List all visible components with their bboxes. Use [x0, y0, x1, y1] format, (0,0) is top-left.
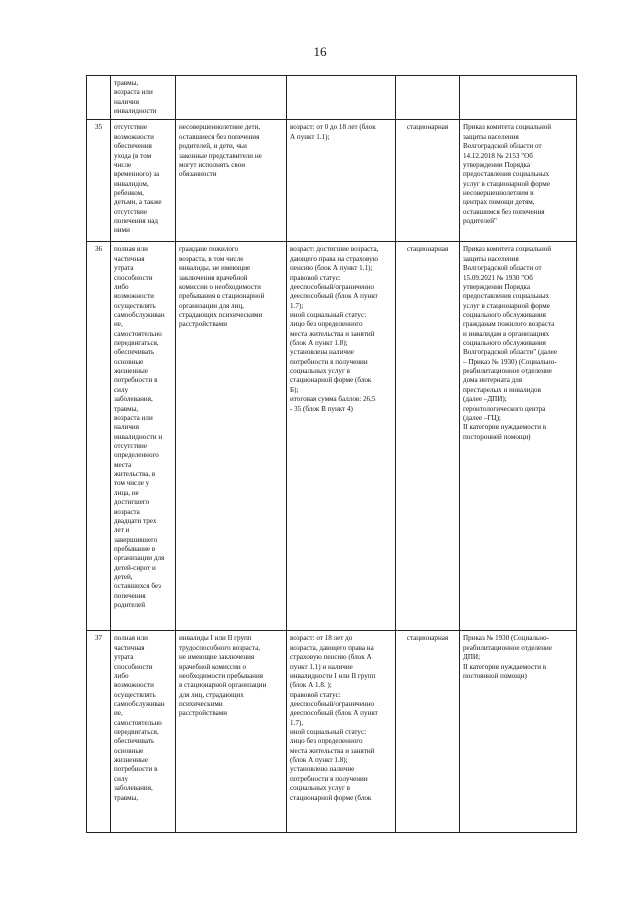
- persons-cell: [176, 76, 287, 120]
- criteria-cell: возраст: от 18 лет до возраста, дающего права на страховую пенсию (блок А пункт 1.1) и наличие инвалидности I или II групп (блок А 1.8. ); правовой статус: дееспособный/ограниченно дееспособный (блок А пункт 1.7), иной социальный статус: лицо без определенного места жительства и занятий (блок А пункт 1.8); установлено наличие потребности в получении социальных услуг в стационарной форме (блок: [287, 631, 396, 833]
- category-cell: отсутствие возможности обеспечения ухода (в том числе временного) за инвалидом, ребенком, детьми, а также отсутствие попечения над ними: [111, 120, 176, 242]
- row-number: 36: [87, 242, 111, 631]
- document-cell: Приказ комитета социальной защиты населения Волгоградской области от 15.09.2021 № 1930 "Об утверждении Порядка предоставления социальных услуг в стационарной форме социального обслуживания гражданам пожилого возраста и инвалидам в организациях социального обслуживания Волгоградской области" (далее – Приказ № 1930) (Социально- реабилитационное отделение дома интерната для престарелых и инвалидов (далее –ДПИ); геронтологического центра (далее –ГЦ); II категория нуждаемости в посторонней помощи): [460, 242, 577, 631]
- criteria-cell: возраст: от 0 до 18 лет (блок А пункт 1.1);: [287, 120, 396, 242]
- row-number: 37: [87, 631, 111, 833]
- category-cell: полная или частичная утрата способности либо возможности осуществлять самообслуживан ие, самостоятельно передвигаться, обеспечивать основные жизненные потребности в силу заболевания, травмы, возраста или наличия инвалидности и отсутствие определенного места жительства, в том числе у лица, не достигшего возраста двадцати трех лет и завершившего пребывание в организации для детей-сирот и детей, оставшихся без попечения родителей: [111, 242, 176, 631]
- row-number: 35: [87, 120, 111, 242]
- persons-cell: инвалиды I или II групп трудоспособного возраста, не имеющие заключения врачебной комиссии о необходимости пребывания в стационарной организации для лиц, страдающих психическими расстройствами: [176, 631, 287, 833]
- form-cell: стационарная: [396, 242, 460, 631]
- category-cell: полная или частичная утрата способности либо возможности осуществлять самообслуживан ие, самостоятельно передвигаться, обеспечивать основные жизненные потребности в силу заболевания, травмы,: [111, 631, 176, 833]
- row-number: [87, 76, 111, 120]
- services-table: [86, 75, 577, 833]
- criteria-cell: возраст: достигшие возраста, дающего права на страховую пенсию (блок А пункт 1.1); правовой статус: дееспособный/ограниченно дееспособный (блок А пункт 1.7); иной социальный статус: лицо без определенного места жительства и занятий (блок А пункт 1.8); установлена наличие потребности в получении социальных услуг в стационарной форме (блок Б); итоговая сумма баллов: 26,5 - 35 (блок В пункт 4): [287, 242, 396, 631]
- document-cell: Приказ № 1930 (Социально- реабилитационное отделение ДПИ; II категория нуждаемости в постоянной помощи): [460, 631, 577, 833]
- criteria-cell: [287, 76, 396, 120]
- form-cell: [396, 76, 460, 120]
- category-cell: травмы, возраста или наличия инвалидности: [111, 76, 176, 120]
- table-row: [87, 242, 577, 631]
- page-number: 16: [313, 44, 327, 59]
- table-row: [87, 76, 577, 120]
- form-cell: стационарная: [396, 631, 460, 833]
- table-row: [87, 631, 577, 833]
- document-cell: Приказ комитета социальной защиты населения Волгоградской области от 14.12.2018 № 2153 "Об утверждении Порядка предоставления социальных услуг в стационарной форме несовершеннолетним в центрах помощи детям, оставшимся без попечения родителей": [460, 120, 577, 242]
- document-cell: [460, 76, 577, 120]
- persons-cell: несовершеннолетние дети, оставшиеся без попечения родителей, и дети, чьи законные представители не могут исполнять свои обязанности: [176, 120, 287, 242]
- table-row: [87, 120, 577, 242]
- form-cell: стационарная: [396, 120, 460, 242]
- persons-cell: граждане пожилого возраста, в том числе инвалиды, не имеющие заключения врачебной комиссии о необходимости пребывания в стационарной организации для лиц, страдающих психическими расстройствами: [176, 242, 287, 631]
